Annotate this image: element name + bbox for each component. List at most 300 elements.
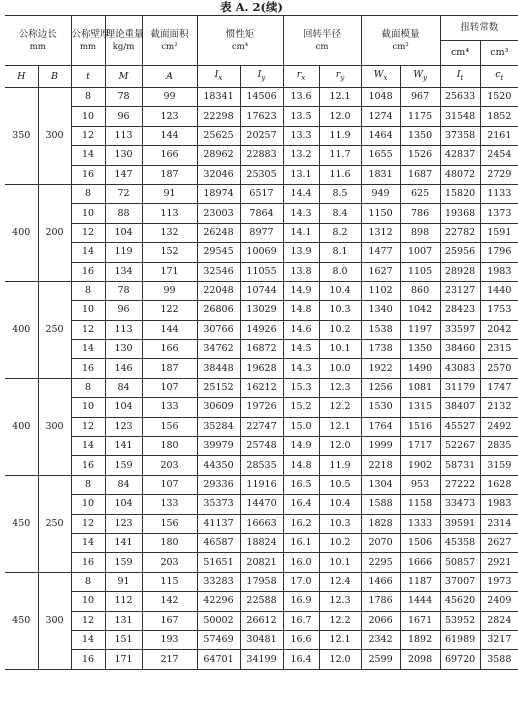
cell-Iy: 22588 [240,592,283,611]
cell-M: 159 [105,456,142,475]
cell-ct: 1753 [480,301,518,320]
cell-Ix: 18341 [197,88,240,107]
cell-It: 22782 [440,223,480,242]
cell-ct: 1983 [480,262,518,281]
cell-t: 16 [71,650,105,669]
cell-A: 113 [142,204,197,223]
cell-Wy: 1526 [400,146,440,165]
cell-Ix: 50002 [197,611,240,630]
symbol-ct: $c_t$ [480,66,518,88]
cell-rx: 14.8 [283,456,319,475]
cell-A: 144 [142,126,197,145]
cell-Wx: 1150 [361,204,400,223]
cell-Wx: 1530 [361,398,400,417]
cell-Wx: 2342 [361,630,400,649]
cell-ry: 12.1 [319,88,361,107]
cell-M: 119 [105,243,142,262]
cell-t: 8 [71,184,105,203]
cell-rx: 16.9 [283,592,319,611]
symbol-Ix: $I_x$ [197,66,240,88]
cell-Iy: 30481 [240,630,283,649]
cell-ry: 12.3 [319,592,361,611]
symbol-B: B [38,66,71,88]
symbol-Wy: $W_y$ [400,66,440,88]
cell-Ix: 23003 [197,204,240,223]
cell-Wy: 1490 [400,359,440,378]
cell-Iy: 7864 [240,204,283,223]
cell-ct: 1747 [480,378,518,397]
cell-ry: 10.4 [319,281,361,300]
header-torsion-unit-it: cm⁴ [440,41,480,66]
cell-Iy: 11916 [240,475,283,494]
cell-Ix: 22298 [197,107,240,126]
table-row [5,650,518,669]
cell-It: 38407 [440,398,480,417]
cell-M: 88 [105,204,142,223]
cell-Wy: 1175 [400,107,440,126]
table-row [5,126,518,145]
cell-Iy: 34199 [240,650,283,669]
cell-M: 130 [105,340,142,359]
cell-M: 134 [105,262,142,281]
cell-Wx: 2218 [361,456,400,475]
table-row [5,572,518,591]
cell-Wx: 1588 [361,495,400,514]
cell-Wx: 1828 [361,514,400,533]
cell-It: 25956 [440,243,480,262]
cell-ry: 12.1 [319,630,361,649]
table-row [5,184,518,203]
cell-ct: 1628 [480,475,518,494]
cell-Ix: 26248 [197,223,240,242]
cell-M: 113 [105,126,142,145]
cell-M: 96 [105,301,142,320]
cell-Iy: 14926 [240,320,283,339]
cell-Wy: 1671 [400,611,440,630]
cell-ct: 2921 [480,553,518,572]
cell-It: 42837 [440,146,480,165]
cell-rx: 13.1 [283,165,319,184]
cell-M: 113 [105,320,142,339]
header-torsion: 扭转常数 [440,16,518,41]
cell-ct: 1852 [480,107,518,126]
cell-H: 400 [5,378,38,475]
cell-It: 23127 [440,281,480,300]
cell-ct: 3217 [480,630,518,649]
cell-M: 84 [105,475,142,494]
cell-B: 250 [38,475,71,572]
table-row [5,437,518,456]
header-radius: 回转半径 cm [283,16,361,66]
cell-Ix: 32046 [197,165,240,184]
cell-Wx: 2295 [361,553,400,572]
cell-B: 300 [38,378,71,475]
table-row [5,456,518,475]
symbol-rx: $r_x$ [283,66,319,88]
cell-rx: 14.3 [283,204,319,223]
cell-Ix: 33283 [197,572,240,591]
header-torsion-unit-ct: cm³ [480,41,518,66]
table-body [5,88,518,670]
cell-t: 14 [71,437,105,456]
cell-Wx: 2599 [361,650,400,669]
table-row [5,475,518,494]
table-row [5,107,518,126]
cell-M: 123 [105,514,142,533]
cell-rx: 14.5 [283,340,319,359]
cell-Iy: 8977 [240,223,283,242]
header-area: 截面面积 cm² [142,16,197,66]
cell-Iy: 16872 [240,340,283,359]
cell-Wy: 1444 [400,592,440,611]
cell-M: 159 [105,553,142,572]
cell-A: 166 [142,146,197,165]
header-modulus: 截面模量 cm³ [361,16,440,66]
cell-Ix: 30609 [197,398,240,417]
cell-t: 8 [71,572,105,591]
cell-ct: 2627 [480,533,518,552]
cell-ct: 2132 [480,398,518,417]
cell-ry: 8.2 [319,223,361,242]
cell-H: 450 [5,572,38,669]
cell-It: 33597 [440,320,480,339]
cell-t: 10 [71,592,105,611]
cell-Ix: 44350 [197,456,240,475]
symbol-Wx: $W_x$ [361,66,400,88]
table-row [5,320,518,339]
cell-Wy: 967 [400,88,440,107]
cell-It: 37007 [440,572,480,591]
cell-It: 33473 [440,495,480,514]
cell-Ix: 41137 [197,514,240,533]
cell-Wx: 1304 [361,475,400,494]
cell-M: 96 [105,107,142,126]
cell-ct: 2409 [480,592,518,611]
cell-Iy: 22747 [240,417,283,436]
cell-Wx: 1274 [361,107,400,126]
cell-A: 156 [142,514,197,533]
cell-ct: 1440 [480,281,518,300]
cell-It: 53952 [440,611,480,630]
cell-Wy: 953 [400,475,440,494]
table-row [5,165,518,184]
cell-t: 12 [71,514,105,533]
cell-A: 180 [142,437,197,456]
table-row [5,611,518,630]
cell-t: 12 [71,126,105,145]
cell-t: 12 [71,417,105,436]
cell-Iy: 6517 [240,184,283,203]
header-weight: 理论重量 kg/m [105,16,142,66]
cell-rx: 17.0 [283,572,319,591]
cell-rx: 14.4 [283,184,319,203]
cell-ry: 12.2 [319,611,361,630]
cell-A: 152 [142,243,197,262]
cell-Iy: 22883 [240,146,283,165]
cell-rx: 16.1 [283,533,319,552]
cell-A: 193 [142,630,197,649]
cell-Wx: 1048 [361,88,400,107]
table-row [5,281,518,300]
cell-rx: 16.0 [283,553,319,572]
cell-ry: 12.0 [319,437,361,456]
cell-A: 187 [142,165,197,184]
cell-It: 31179 [440,378,480,397]
table-row [5,146,518,165]
cell-Ix: 22048 [197,281,240,300]
cell-M: 151 [105,630,142,649]
cell-t: 8 [71,281,105,300]
cell-M: 78 [105,88,142,107]
symbol-Iy: $I_y$ [240,66,283,88]
cell-A: 99 [142,281,197,300]
cell-Ix: 28962 [197,146,240,165]
cell-A: 133 [142,398,197,417]
cell-Ix: 42296 [197,592,240,611]
cell-A: 144 [142,320,197,339]
table-caption: 表 A. 2(续) [220,0,283,14]
cell-ct: 1520 [480,88,518,107]
cell-t: 14 [71,146,105,165]
cell-ct: 2570 [480,359,518,378]
cell-Wx: 949 [361,184,400,203]
cell-t: 8 [71,88,105,107]
cell-ct: 3159 [480,456,518,475]
cell-rx: 16.7 [283,611,319,630]
table-row [5,630,518,649]
cell-Iy: 20821 [240,553,283,572]
cell-Wx: 1312 [361,223,400,242]
cell-Wy: 1333 [400,514,440,533]
cell-A: 217 [142,650,197,669]
cell-It: 45527 [440,417,480,436]
cell-Iy: 19628 [240,359,283,378]
cell-rx: 14.9 [283,281,319,300]
table-row [5,398,518,417]
cell-It: 52267 [440,437,480,456]
cell-rx: 16.5 [283,475,319,494]
cell-rx: 14.3 [283,359,319,378]
cell-Iy: 25305 [240,165,283,184]
table-row [5,301,518,320]
cell-Ix: 25152 [197,378,240,397]
cell-Ix: 26806 [197,301,240,320]
cell-ct: 2729 [480,165,518,184]
cell-Iy: 28535 [240,456,283,475]
cell-ry: 8.4 [319,204,361,223]
cell-Wx: 1256 [361,378,400,397]
cell-Iy: 17623 [240,107,283,126]
cell-ct: 2042 [480,320,518,339]
cell-It: 43083 [440,359,480,378]
cell-rx: 13.8 [283,262,319,281]
symbol-It: $I_t$ [440,66,480,88]
symbol-ry: $r_y$ [319,66,361,88]
cell-M: 72 [105,184,142,203]
cell-Wx: 1831 [361,165,400,184]
cell-A: 91 [142,184,197,203]
table-row [5,417,518,436]
cell-A: 180 [142,533,197,552]
cell-rx: 13.2 [283,146,319,165]
cell-It: 37358 [440,126,480,145]
cell-A: 133 [142,495,197,514]
cell-t: 16 [71,359,105,378]
cell-t: 12 [71,611,105,630]
cell-Ix: 38448 [197,359,240,378]
symbol-H: H [5,66,38,88]
cell-ry: 11.7 [319,146,361,165]
cell-Wy: 1007 [400,243,440,262]
cell-ry: 8.0 [319,262,361,281]
cell-ry: 8.1 [319,243,361,262]
cell-M: 104 [105,398,142,417]
cell-A: 156 [142,417,197,436]
cell-M: 123 [105,417,142,436]
cell-rx: 16.4 [283,495,319,514]
cell-ry: 10.2 [319,533,361,552]
cell-Wx: 1922 [361,359,400,378]
cell-Iy: 10069 [240,243,283,262]
cell-Ix: 32546 [197,262,240,281]
cell-rx: 13.9 [283,243,319,262]
cell-rx: 16.4 [283,650,319,669]
cell-rx: 13.5 [283,107,319,126]
header-row-1 [5,16,518,41]
cell-ct: 2492 [480,417,518,436]
header-side: 公称边长 mm [5,16,71,66]
cell-t: 10 [71,107,105,126]
cell-ct: 1133 [480,184,518,203]
table-row [5,223,518,242]
cell-Iy: 16663 [240,514,283,533]
table-row [5,592,518,611]
cell-Wy: 1516 [400,417,440,436]
cell-Wy: 1717 [400,437,440,456]
cell-rx: 16.6 [283,630,319,649]
cell-It: 50857 [440,553,480,572]
cell-Ix: 35373 [197,495,240,514]
cell-Wx: 1340 [361,301,400,320]
cell-Wx: 1477 [361,243,400,262]
cell-Ix: 34762 [197,340,240,359]
cell-ry: 10.2 [319,320,361,339]
cell-ct: 2454 [480,146,518,165]
cell-Iy: 18824 [240,533,283,552]
cell-Wy: 1687 [400,165,440,184]
table-row [5,88,518,107]
cell-ct: 1796 [480,243,518,262]
cell-rx: 14.8 [283,301,319,320]
cell-Wx: 2070 [361,533,400,552]
cell-t: 12 [71,223,105,242]
cell-It: 19368 [440,204,480,223]
cell-Iy: 13029 [240,301,283,320]
table-row [5,495,518,514]
cell-ct: 1591 [480,223,518,242]
cell-B: 300 [38,572,71,669]
cell-t: 10 [71,301,105,320]
cell-M: 84 [105,378,142,397]
cell-M: 147 [105,165,142,184]
cell-ry: 12.2 [319,398,361,417]
cell-M: 131 [105,611,142,630]
cell-rx: 16.2 [283,514,319,533]
cell-Ix: 51651 [197,553,240,572]
cell-A: 142 [142,592,197,611]
cell-Wx: 1999 [361,437,400,456]
cell-It: 28423 [440,301,480,320]
cell-ry: 8.5 [319,184,361,203]
cell-ry: 10.3 [319,301,361,320]
table-row [5,262,518,281]
cell-t: 16 [71,262,105,281]
header-row-symbols [5,66,518,88]
table-row [5,359,518,378]
cell-Wy: 860 [400,281,440,300]
cell-Wx: 1466 [361,572,400,591]
cell-t: 10 [71,204,105,223]
cell-Wx: 2066 [361,611,400,630]
cell-rx: 14.6 [283,320,319,339]
cell-Wy: 1350 [400,340,440,359]
cell-ry: 10.1 [319,340,361,359]
symbol-A: A [142,66,197,88]
cell-Ix: 30766 [197,320,240,339]
cell-A: 166 [142,340,197,359]
cell-H: 400 [5,184,38,281]
cell-Wx: 1786 [361,592,400,611]
cell-Wx: 1655 [361,146,400,165]
cell-ct: 2314 [480,514,518,533]
symbol-t: t [71,66,105,88]
cell-It: 31548 [440,107,480,126]
cell-A: 187 [142,359,197,378]
cell-ry: 12.0 [319,107,361,126]
cell-t: 10 [71,495,105,514]
cell-It: 15820 [440,184,480,203]
cell-Wx: 1538 [361,320,400,339]
cell-Wy: 1081 [400,378,440,397]
cell-Wy: 1315 [400,398,440,417]
cell-ct: 3588 [480,650,518,669]
table-row [5,204,518,223]
cell-Wy: 1506 [400,533,440,552]
cell-B: 200 [38,184,71,281]
cell-Ix: 25625 [197,126,240,145]
cell-ct: 2161 [480,126,518,145]
cell-M: 141 [105,437,142,456]
cell-A: 167 [142,611,197,630]
table-row [5,243,518,262]
cell-Wx: 1627 [361,262,400,281]
cell-ry: 10.4 [319,495,361,514]
cell-Wy: 1158 [400,495,440,514]
cell-t: 14 [71,630,105,649]
cell-M: 130 [105,146,142,165]
cell-M: 171 [105,650,142,669]
cell-A: 123 [142,107,197,126]
cell-M: 146 [105,359,142,378]
cell-Ix: 18974 [197,184,240,203]
cell-rx: 13.3 [283,126,319,145]
cell-Wy: 2098 [400,650,440,669]
cell-Wy: 1666 [400,553,440,572]
cell-Ix: 35284 [197,417,240,436]
cell-M: 104 [105,223,142,242]
cell-It: 45620 [440,592,480,611]
cell-A: 203 [142,553,197,572]
